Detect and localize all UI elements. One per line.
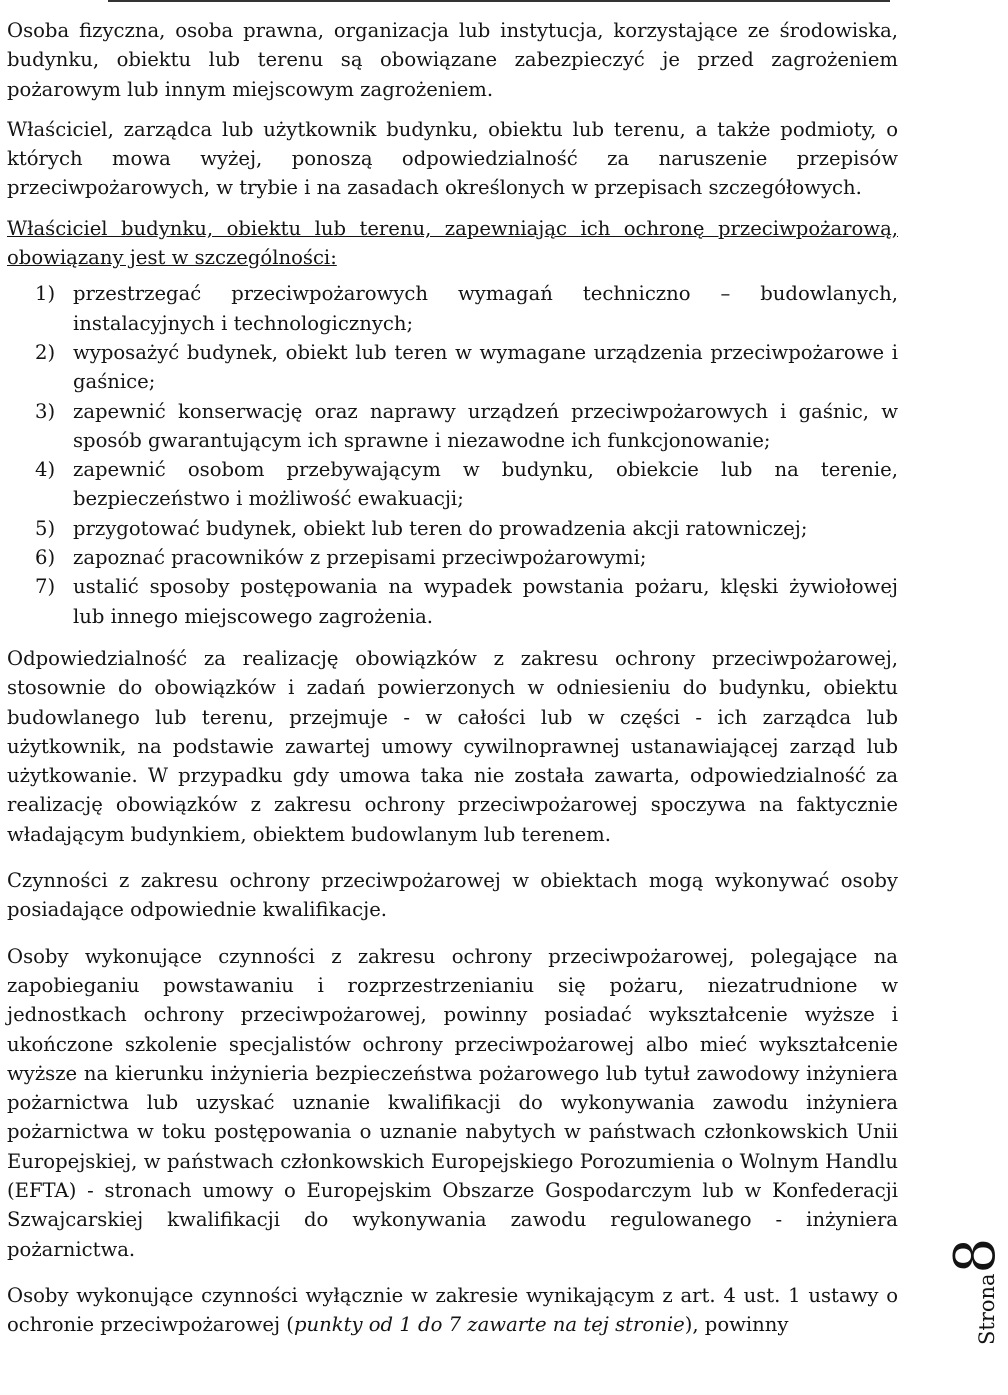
art4-text-start: Osoby wykonujące czynności wyłącznie w zakresie wynikającym z art. 4 ust. 1 ustawy o ochronie przeciwpożarowej (	[7, 1283, 898, 1337]
list-item	[35, 572, 898, 631]
list-item-number: 1)	[35, 282, 56, 306]
list-item-number: 4)	[35, 458, 56, 482]
list-item-text: ustalić sposoby postępowania na wypadek powstania pożaru, klęski żywiołowej lub innego miejscowego zagrożenia.	[73, 575, 898, 628]
page-number-label	[900, 1235, 1008, 1395]
list-item-number: 3)	[35, 399, 56, 423]
page-number: 8	[943, 1237, 1008, 1274]
list-item-text: zapoznać pracowników z przepisami przeciwpożarowymi;	[73, 546, 647, 570]
list-item	[35, 543, 898, 572]
list-item-number: 5)	[35, 516, 56, 540]
list-item-number: 7)	[35, 575, 56, 599]
page-label-word: Strona	[975, 1273, 999, 1345]
list-item	[35, 338, 898, 397]
document-body	[7, 16, 898, 1339]
list-item	[35, 455, 898, 514]
list-item	[35, 279, 898, 338]
list-item	[35, 514, 898, 543]
paragraph-owner-duties	[7, 214, 898, 273]
list-item	[35, 397, 898, 456]
art4-text-end: ), powinny	[684, 1313, 789, 1337]
requirements-list	[7, 279, 898, 631]
list-item-text: przygotować budynek, obiekt lub teren do prowadzenia akcji ratowniczej;	[73, 516, 808, 540]
header-rule	[108, 0, 890, 2]
art4-italic-note: punkty od 1 do 7 zawarte na tej stronie	[293, 1313, 685, 1337]
paragraph-qualifications: Czynności z zakresu ochrony przeciwpożarowej w obiektach mogą wykonywać osoby posiadające odpowiednie kwalifikacje.	[7, 869, 898, 922]
paragraph-responsibility: Właściciel, zarządca lub użytkownik budynku, obiektu lub terenu, a także podmioty, o których mowa wyżej, ponoszą odpowiedzialność za naruszenie przepisów przeciwpożarowych, w trybie i na zasadach określonych w przepisach szczegółowych.	[7, 117, 898, 200]
paragraph-specialists: Osoby wykonujące czynności z zakresu ochrony przeciwpożarowej, polegające na zapobieganiu powstawaniu i rozprzestrzenianiu się pożaru, niezatrudnione w jednostkach ochrony przeciwpożarowej, powinny posiadać wykształcenie wyższe i ukończone szkolenie specjalistów ochrony przeciwpożarowej albo mieć wykształcenie wyższe na kierunku inżynieria bezpieczeństwa pożarowego lub tytuł zawodowy inżyniera pożarnictwa lub uzyskać uznanie kwalifikacji do wykonywania zawodu inżyniera pożarnictwa w toku postępowania o uznanie nabytych w państwach członkowskich Unii Europejskiej, w państwach członkowskich Europejskiego Porozumienia o Wolnym Handlu (EFTA) - stronach umowy o Europejskim Obszarze Gospodarczym lub w Konfederacji Szwajcarskiej kwalifikacji do wykonywania zawodu regulowanego - inżyniera pożarnictwa.	[7, 944, 898, 1261]
paragraph-obligation: Osoba fizyczna, osoba prawna, organizacja lub instytucja, korzystające ze środowiska, budynku, obiektu lub terenu są obowiązane zabezpieczyć je przed zagrożeniem pożarowym lub innym miejscowym zagrożeniem.	[7, 19, 898, 101]
owner-duties-intro: Właściciel budynku, obiektu lub terenu, zapewniając ich ochronę przeciwpożarową, obowiązany jest w szczególności:	[7, 216, 898, 270]
list-item-text: zapewnić osobom przebywającym w budynku, obiekcie lub na terenie, bezpieczeństwo i możliwość ewakuacji;	[73, 458, 898, 511]
list-item-text: przestrzegać przeciwpożarowych wymagań techniczno – budowlanych, instalacyjnych i technologicznych;	[73, 282, 898, 335]
paragraph-liability-transfer: Odpowiedzialność za realizację obowiązków z zakresu ochrony przeciwpożarowej, stosownie do obowiązków i zadań powierzonych w odniesieniu do budynku, obiektu budowlanego lub terenu, przejmuje - w całości lub w części - ich zarządca lub użytkownik, na podstawie zawartej umowy cywilnoprawnej ustanawiającej zarząd lub użytkowanie. W przypadku gdy umowa taka nie została zawarta, odpowiedzialność za realizację obowiązków z zakresu ochrony przeciwpożarowej spoczywa na faktycznie władającym budynkiem, obiektem budowlanym lub terenem.	[7, 646, 898, 846]
list-item-number: 2)	[35, 340, 56, 364]
list-item-number: 6)	[35, 546, 56, 570]
list-item-text: zapewnić konserwację oraz naprawy urządzeń przeciwpożarowych i gaśnic, w sposób gwarantującym ich sprawne i niezawodne ich funkcjonowanie;	[73, 399, 898, 452]
paragraph-art4	[7, 1281, 898, 1340]
list-item-text: wyposażyć budynek, obiekt lub teren w wymagane urządzenia przeciwpożarowe i gaśnice;	[73, 340, 898, 394]
